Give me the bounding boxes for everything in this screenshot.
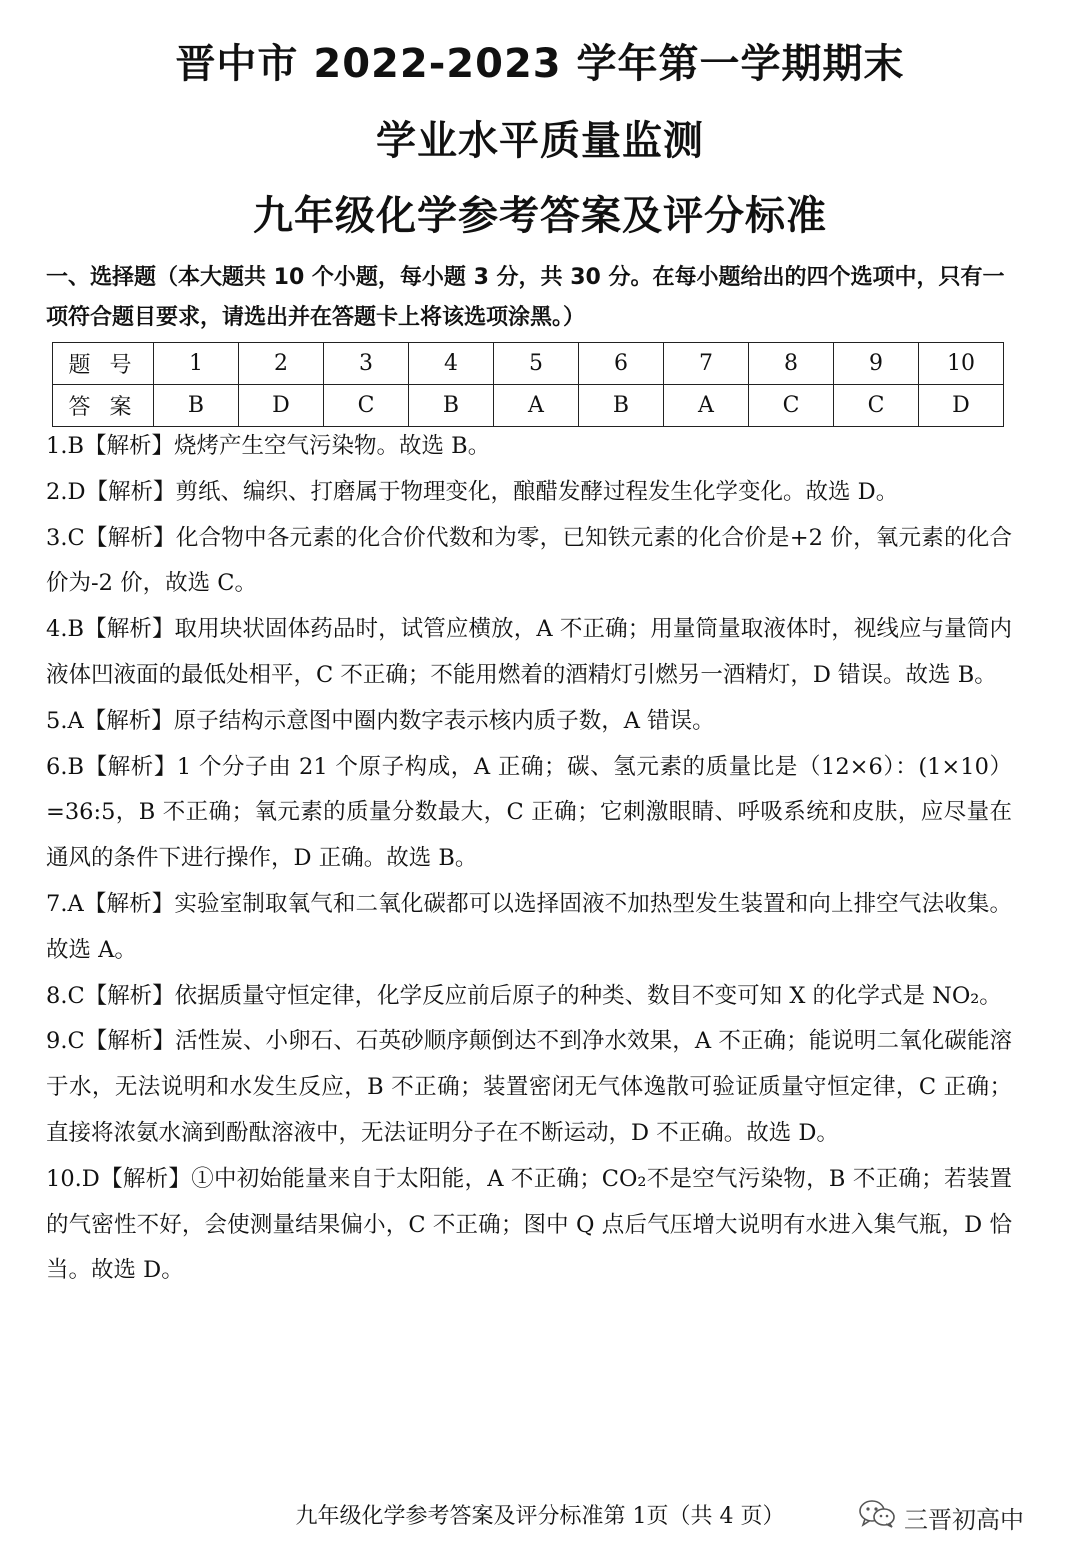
explanation-item: 8.C【解析】依据质量守恒定律，化学反应前后原子的种类、数目不变可知 X 的化学式是 NO₂。 — [46, 982, 1002, 1009]
question-number: 4 — [409, 343, 494, 385]
explanation-item: 4.B【解析】取用块状固体药品时，试管应横放，A 不正确；用量筒量取液体时，视线应与量筒内液体凹液面的最低处相平，C 不正确；不能用燃着的酒精灯引燃另一酒精灯，D 错误。故选 B。 — [46, 616, 1012, 688]
question-number: 7 — [664, 343, 749, 385]
explanation-item: 10.D【解析】①中初始能量来自于太阳能，A 不正确；CO₂不是空气污染物，B 不正确；若装置的气密性不好，会使测量结果偏小，C 不正确；图中 Q 点后气压增大说明有水进入集气瓶，D 恰当。故选 D。 — [46, 1165, 1012, 1284]
explanation-item: 2.D【解析】剪纸、编织、打磨属于物理变化，酿醋发酵过程发生化学变化。故选 D。 — [46, 478, 899, 505]
page-subtitle: 学业水平质量监测 — [376, 118, 704, 164]
answer-cell: A — [494, 385, 579, 427]
explanation-item: 7.A【解析】实验室制取氧气和二氧化碳都可以选择固液不加热型发生装置和向上排空气法收集。故选 A。 — [46, 890, 1012, 963]
answer-cell: C — [834, 385, 919, 427]
answer-cell: A — [664, 385, 749, 427]
answer-cell: B — [579, 385, 664, 427]
answer-cell: B — [409, 385, 494, 427]
wechat-icon — [858, 1499, 896, 1535]
explanation-item: 1.B【解析】烧烤产生空气污染物。故选 B。 — [46, 433, 491, 459]
explanation-item: 5.A【解析】原子结构示意图中圈内数字表示核内质子数，A 错误。 — [46, 707, 715, 734]
answer-cell: B — [154, 385, 239, 427]
question-number: 5 — [494, 343, 579, 385]
page-title: 晋中市 2022-2023 学年第一学期期末 — [175, 41, 905, 87]
watermark — [858, 1500, 1024, 1534]
question-number: 6 — [579, 343, 664, 385]
answer-row — [53, 385, 1004, 427]
question-number: 9 — [834, 343, 919, 385]
question-number-row — [53, 343, 1004, 385]
row-header: 题 号 — [53, 343, 154, 385]
question-number: 3 — [324, 343, 409, 385]
row-header: 答 案 — [53, 385, 154, 427]
question-number: 2 — [239, 343, 324, 385]
explanations — [46, 424, 1012, 1294]
answer-cell: C — [749, 385, 834, 427]
answer-cell: D — [919, 385, 1004, 427]
question-number: 1 — [154, 343, 239, 385]
watermark-text: 三晋初高中 — [904, 1505, 1024, 1534]
page-footer: 九年级化学参考答案及评分标准第 1页（共 4 页） — [295, 1504, 785, 1529]
answer-table — [52, 342, 1004, 427]
document-title: 九年级化学参考答案及评分标准 — [253, 193, 827, 239]
explanation-item: 6.B【解析】1 个分子由 21 个原子构成，A 正确；碳、氢元素的质量比是（12×6）：(1×10）=36:5，B 不正确；氧元素的质量分数最大，C 正确；它刺激眼睛、呼吸系统和皮肤，应尽量在通风的条件下进行操作，D 正确。故选 B。 — [46, 753, 1012, 872]
section-heading: 一、选择题（本大题共 10 个小题，每小题 3 分，共 30 分。在每小题给出的四个选项中，只有一项符合题目要求，请选出并在答题卡上将该选项涂黑。） — [46, 265, 1005, 330]
explanation-item: 3.C【解析】化合物中各元素的化合价代数和为零，已知铁元素的化合价是+2 价，氧元素的化合价为-2 价，故选 C。 — [46, 524, 1012, 597]
question-number: 8 — [749, 343, 834, 385]
explanation-item: 9.C【解析】活性炭、小卵石、石英砂顺序颠倒达不到净水效果，A 不正确；能说明二氧化碳能溶于水，无法说明和水发生反应，B 不正确；装置密闭无气体逸散可验证质量守恒定律，C 正确；直接将浓氨水滴到酚酞溶液中，无法证明分子在不断运动，D 不正确。故选 D。 — [46, 1028, 1012, 1146]
answer-cell: C — [324, 385, 409, 427]
answer-cell: D — [239, 385, 324, 427]
question-number: 10 — [919, 343, 1004, 385]
